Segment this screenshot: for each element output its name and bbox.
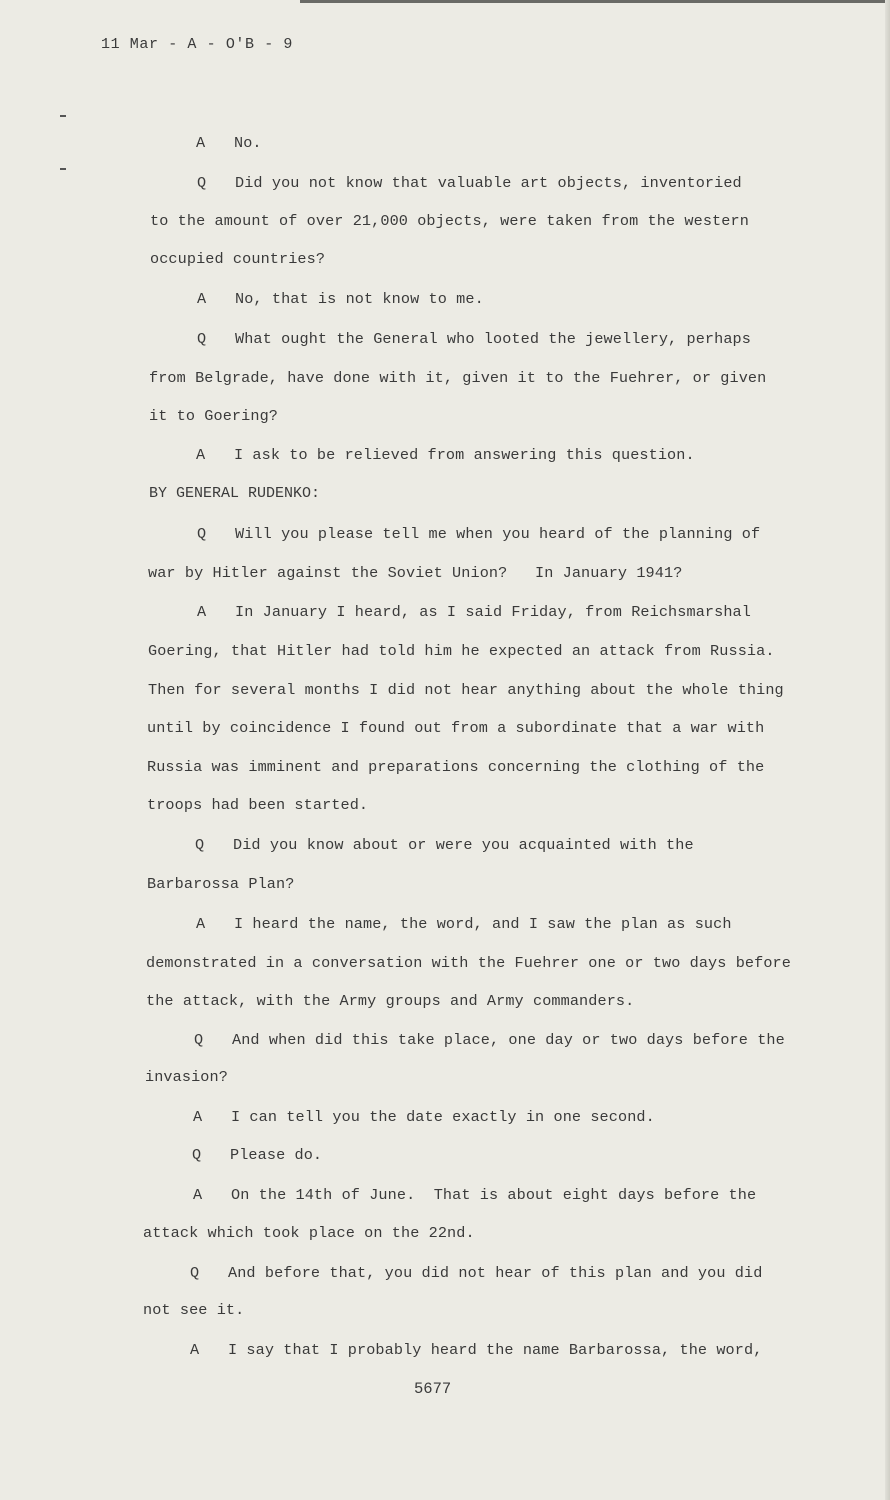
transcript-line: the attack, with the Army groups and Army commanders. [146,992,635,1010]
transcript-line: until by coincidence I found out from a subordinate that a war with [147,719,765,737]
speaker-label: A [196,915,206,933]
speaker-label: A [190,1341,200,1359]
transcript-line: from Belgrade, have done with it, given it to the Fuehrer, or given [149,369,767,387]
speaker-label: Q [197,330,207,348]
top-edge-shadow [300,0,890,3]
transcript-line: invasion? [145,1068,228,1086]
line-text: I can tell you the date exactly in one second. [231,1108,655,1126]
transcript-line [197,330,751,348]
line-text: I heard the name, the word, and I saw the plan as such [234,915,732,933]
speaker-label: A [197,603,207,621]
line-text: What ought the General who looted the jewellery, perhaps [235,330,751,348]
speaker-label: Q [195,836,205,854]
transcript-line [195,836,694,854]
line-text: I ask to be relieved from answering this question. [234,446,695,464]
line-text: On the 14th of June. That is about eight days before the [231,1186,757,1204]
transcript-line: attack which took place on the 22nd. [143,1224,475,1242]
transcript-line [196,134,262,152]
speaker-label: Q [194,1031,204,1049]
transcript-line: troops had been started. [147,796,369,814]
margin-mark [60,115,66,117]
transcript-line [197,174,742,192]
speaker-label: Q [192,1146,202,1164]
line-text: And before that, you did not hear of this plan and you did [228,1264,763,1282]
speaker-label: A [197,290,207,308]
transcript-line [196,446,695,464]
right-edge-shadow [885,0,890,1500]
margin-mark [60,168,66,170]
speaker-label: A [196,446,206,464]
transcript-line [190,1341,762,1359]
page-header: 11 Mar - A - O'B - 9 [101,36,294,53]
transcript-line: Barbarossa Plan? [147,875,295,893]
transcript-line: not see it. [143,1301,245,1319]
line-text: Did you not know that valuable art objects, inventoried [235,174,742,192]
transcript-line [194,1031,785,1049]
speaker-label: A [193,1108,203,1126]
line-text: Please do. [230,1146,323,1164]
transcript-line [197,603,751,621]
line-text: Did you know about or were you acquainted with the [233,836,694,854]
line-text: And when did this take place, one day or two days before the [232,1031,785,1049]
speaker-label: A [193,1186,203,1204]
transcript-line: Russia was imminent and preparations concerning the clothing of the [147,758,765,776]
transcript-line [190,1264,762,1282]
section-heading: BY GENERAL RUDENKO: [149,485,321,502]
line-text: No, that is not know to me. [235,290,484,308]
transcript-line: Goering, that Hitler had told him he expected an attack from Russia. [148,642,775,660]
speaker-label: A [196,134,206,152]
line-text: I say that I probably heard the name Barbarossa, the word, [228,1341,763,1359]
transcript-line: Then for several months I did not hear anything about the whole thing [148,681,784,699]
transcript-line: war by Hitler against the Soviet Union? In January 1941? [148,564,683,582]
transcript-line: it to Goering? [149,407,278,425]
transcript-line [192,1146,322,1164]
line-text: Will you please tell me when you heard of the planning of [235,525,761,543]
page-number: 5677 [414,1380,452,1398]
transcript-line [193,1108,655,1126]
speaker-label: Q [197,525,207,543]
line-text: In January I heard, as I said Friday, from Reichsmarshal [235,603,751,621]
transcript-line [197,290,484,308]
transcript-line: occupied countries? [150,250,326,268]
transcript-line [193,1186,756,1204]
transcript-line: demonstrated in a conversation with the Fuehrer one or two days before [146,954,791,972]
speaker-label: Q [197,174,207,192]
transcript-line [197,525,760,543]
transcript-line [196,915,732,933]
line-text: No. [234,134,262,152]
transcript-line: to the amount of over 21,000 objects, were taken from the western [150,212,749,230]
speaker-label: Q [190,1264,200,1282]
